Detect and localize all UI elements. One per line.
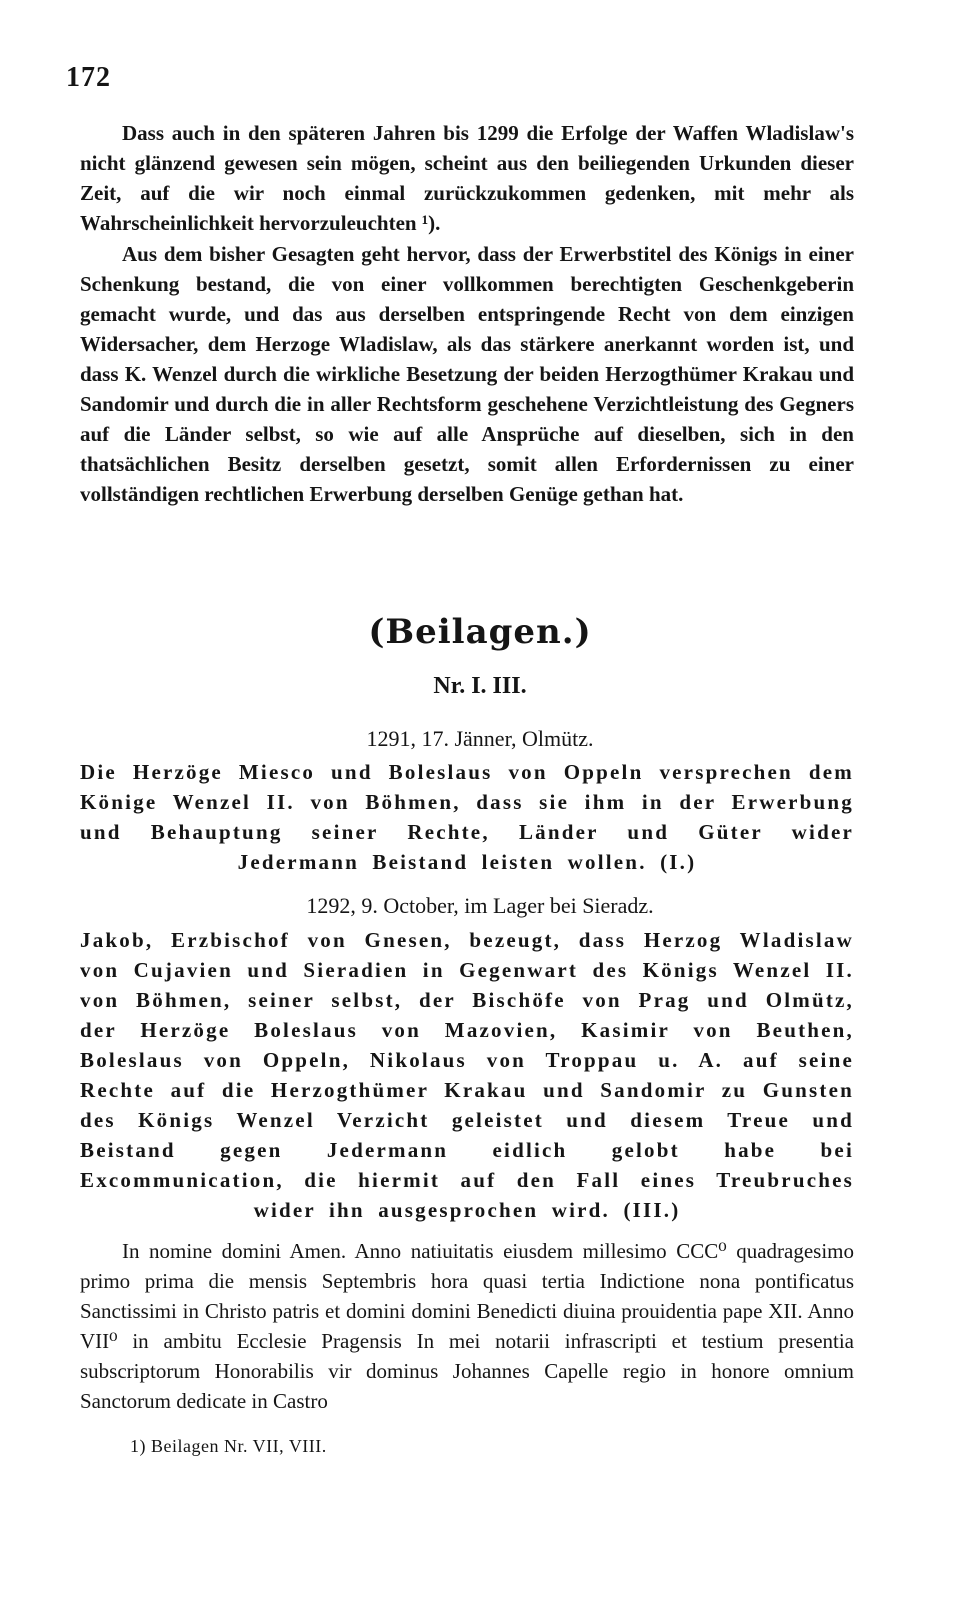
section-heading: (Beilagen.): [368, 612, 592, 652]
paragraph-2: [80, 239, 854, 509]
entry-1-regest: Die Herzöge Miesco und Boleslaus von Oppeln versprechen dem Könige Wenzel II. von Böhmen, dass sie ihm in der Erwerbung und Behauptung seiner Rechte, Länder und Güter wider Jedermann Beistand leisten wollen. (I.): [80, 760, 854, 874]
entry-2-date: 1292, 9. October, im Lager bei Sieradz.: [306, 893, 654, 918]
entry-1-date: 1291, 17. Jänner, Olmütz.: [366, 726, 594, 751]
latin-document-text: In nomine domini Amen. Anno natiuitatis eiusdem millesimo CCC⁰ quadragesimo primo prima die mensis Septembris hora quasi tertia Indictione nona pontificatus Sanctissimi in Christo patris et domini domini Benedicti diuina prouidentia pape XII. Anno VII⁰ in ambitu Ecclesie Pragensis In mei notarii infrascripti et testium presentia subscriptorum Honorabilis vir dominus Johannes Capelle regio in honore omnium Sanctorum dedicate in Castro: [80, 1239, 854, 1413]
entry-2-regest: Jakob, Erzbischof von Gnesen, bezeugt, dass Herzog Wladislaw von Cujavien und Sieradien in Gegenwart des Königs Wenzel II. von Böhmen, seiner selbst, der Bischöfe von Prag und Olmütz, der Herzöge Boleslaus von Mazovien, Kasimir von Beuthen, Boleslaus von Oppeln, Nikolaus von Troppau u. A. auf seine Rechte auf die Herzogthümer Krakau und Sandomir zu Gunsten des Königs Wenzel Verzicht geleistet und diesem Treue und Beistand gegen Jedermann eidlich gelobt habe bei Excommunication, die hiermit auf den Fall eines Treubruches wider ihn ausgesprochen wird. (III.): [80, 928, 854, 1222]
paragraph-1-text: Dass auch in den späteren Jahren bis 1299 die Erfolge der Waffen Wladislaw's nicht glänzend gewesen sein mögen, scheint aus den beiliegenden Urkunden dieser Zeit, auf die wir noch einmal zurückzukommen gedenken, mit mehr als Wahrscheinlichkeit hervorzuleuchten ¹).: [80, 121, 854, 235]
paragraph-2-text: Aus dem bisher Gesagten geht hervor, dass der Erwerbstitel des Königs in einer Schenkung bestand, die von einer vollkommen berechtigten Geschenkgeberin gemacht wurde, und das aus derselben entspringende Recht von dem einzigen Widersacher, dem Herzoge Wladislaw, als das stärkere anerkannt worden ist, und dass K. Wenzel durch die wirkliche Besetzung der beiden Herzogthümer Krakau und Sandomir und durch die in aller Rechtsform geschehene Verzichtleistung des Gegners auf die Länder selbst, so wie auf alle Ansprüche auf dieselben, sich in den thatsächlichen Besitz derselben gesetzt, somit allen Erfordernissen zu einer vollständigen rechtlichen Erwerbung derselben Genüge gethan hat.: [80, 242, 854, 506]
footnote: [130, 1436, 327, 1457]
footnote-text: Beilagen Nr. VII, VIII.: [151, 1436, 327, 1456]
footnote-marker: 1): [130, 1436, 146, 1456]
document-number: Nr. I. III.: [433, 673, 527, 699]
page-number: 172: [66, 62, 111, 93]
paragraph-1: [80, 118, 854, 238]
